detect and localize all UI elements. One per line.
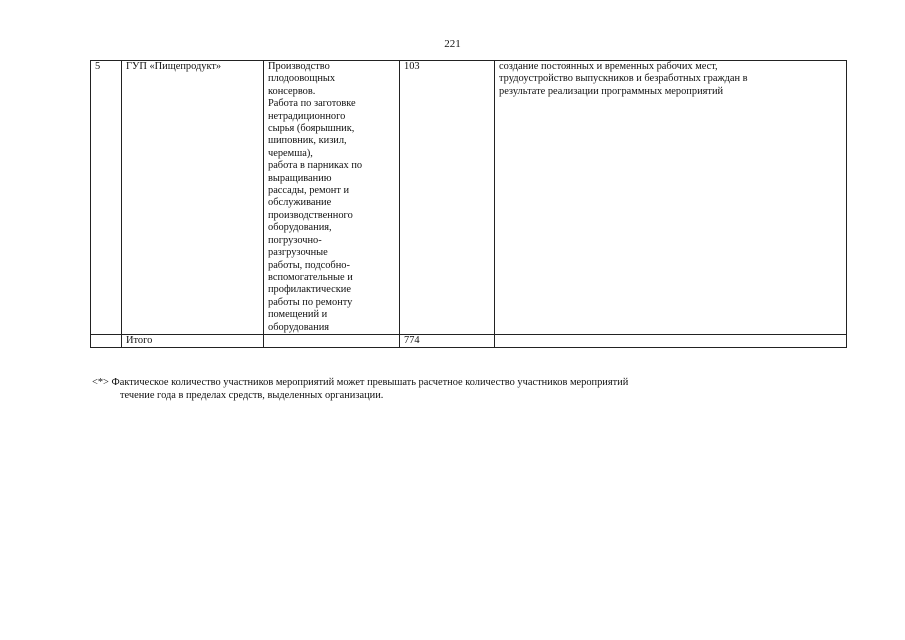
work-type-line: производственного	[268, 209, 353, 221]
work-type-line: сырья (боярышник,	[268, 123, 355, 135]
work-type-line: оборудования	[268, 321, 330, 333]
row-number-cell: 5	[91, 61, 122, 335]
total-count-cell: 774	[400, 334, 495, 347]
work-type-cell	[264, 61, 400, 335]
footnote-line-1: <*> Фактическое количество участников мероприятий может превышать расчетное количество участников мероприятий	[92, 377, 629, 388]
expected-result-line: результате реализации программных мероприятий	[499, 85, 724, 97]
expected-result-line: создание постоянных и временных рабочих мест,	[499, 61, 718, 72]
work-type-line: Работа по заготовке	[268, 98, 356, 110]
footnote-line-2: течение года в пределах средств, выделенных организации.	[120, 390, 384, 401]
work-type-line: Производство	[268, 61, 330, 72]
work-type-line: профилактические	[268, 284, 351, 296]
work-type-line: нетрадиционного	[268, 110, 346, 122]
work-type-line: рассады, ремонт и	[268, 185, 350, 197]
participant-count-cell: 103	[400, 61, 495, 335]
work-type-line: выращиванию	[268, 172, 332, 184]
total-number-cell	[91, 334, 122, 347]
work-type-line: обслуживание	[268, 197, 332, 209]
work-type-line: черемша),	[268, 147, 313, 159]
work-type-line: шиповник, кизил,	[268, 135, 347, 147]
footnote	[92, 376, 812, 402]
work-type-line: погрузочно-	[268, 234, 322, 246]
page-number: 221	[444, 38, 461, 50]
table-row	[91, 61, 847, 335]
total-work-cell	[264, 334, 400, 347]
work-type-line: работы по ремонту	[268, 296, 353, 308]
work-type-line: оборудования,	[268, 222, 332, 234]
work-type-line: работа в парниках по	[268, 160, 363, 172]
work-type-line: разгрузочные	[268, 247, 328, 259]
work-type-line: помещений и	[268, 309, 328, 321]
program-table	[90, 60, 847, 348]
work-type-line: консервов.	[268, 85, 316, 97]
total-row	[91, 334, 847, 347]
work-type-line: вспомогательные и	[268, 271, 353, 283]
expected-result-cell	[495, 61, 847, 335]
expected-result-line: трудоустройство выпускников и безработных граждан в	[499, 73, 748, 85]
total-label-cell: Итого	[122, 334, 264, 347]
organization-cell: ГУП «Пищепродукт»	[122, 61, 264, 335]
work-type-line: работы, подсобно-	[268, 259, 350, 271]
work-type-line: плодоовощных	[268, 73, 336, 85]
total-result-cell	[495, 334, 847, 347]
